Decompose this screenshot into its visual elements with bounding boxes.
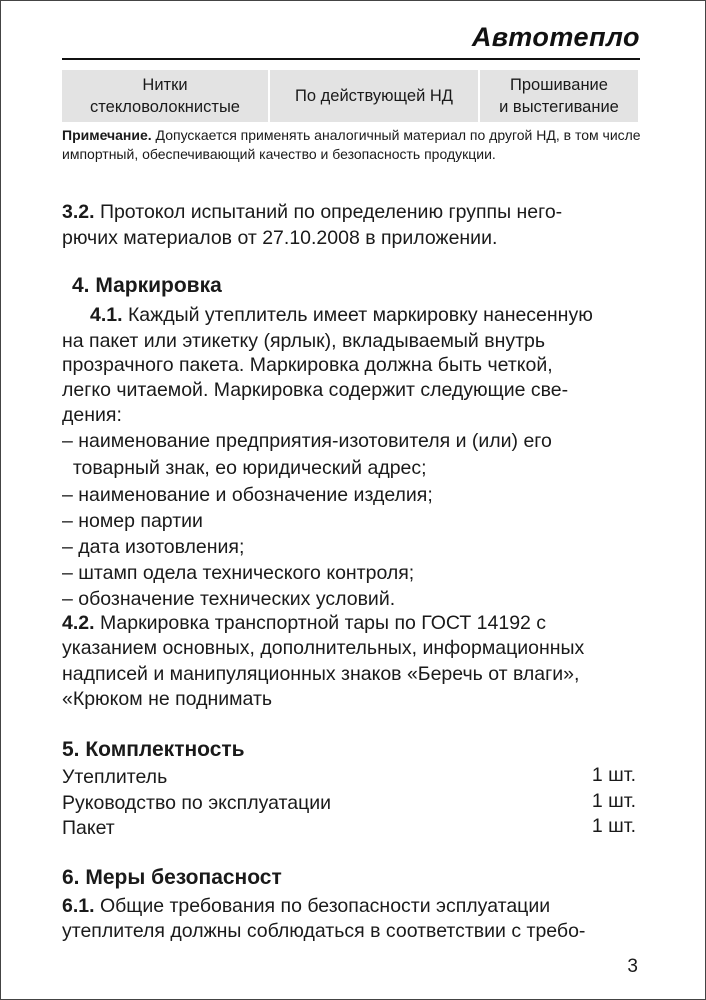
p41-text-1: Каждый утеплитель имеет маркировку нанесенную: [122, 304, 593, 326]
p42-line-3: надписей и манипуляционных знаков «Беречь от влаги»,: [62, 663, 580, 685]
material-name-cell: Нитки стекловолокнистые: [90, 76, 240, 116]
section-5-heading: 5. Комплектность: [62, 738, 245, 761]
list-item-3: – номер партии: [62, 510, 203, 532]
header-rule: [62, 58, 640, 60]
kit-item-qty: 1 шт.: [591, 790, 636, 812]
p41-line-2: на пакет или этикетку (ярлык), вкладываемый внутрь: [62, 330, 546, 352]
p61-line-1: [62, 893, 550, 919]
s32-line-2: рючих материалов от 27.10.2008 в приложении.: [62, 227, 498, 249]
s32-number: 3.2.: [62, 201, 95, 223]
list-item-5: – штамп одела технического контроля;: [62, 562, 415, 584]
list-item-1-line-1: – наименование предприятия-изотовителя и (или) его: [62, 430, 552, 452]
p42-text-1: Маркировка транспортной тары по ГОСТ 14192 с: [94, 612, 547, 634]
kit-item-name: Утеплитель: [62, 766, 168, 788]
section-6-heading: 6. Меры безопасност: [62, 866, 282, 889]
material-use-cell: Прошивание и выстегивание: [478, 70, 638, 122]
list-item-1-line-2: товарный знак, ео юридический адрес;: [62, 457, 427, 479]
p42-line-1: [62, 610, 546, 636]
page-number: 3: [627, 956, 638, 977]
p61-text-1: Общие требования по безопасности эсплуатации: [94, 895, 551, 917]
p42-line-4: «Крюком не поднимать: [62, 688, 273, 710]
p41-line-1: [90, 302, 593, 328]
s32-text-1: Протокол испытаний по определению группы него-: [94, 201, 563, 223]
p41-line-4: легко читаемой. Маркировка содержит следующие све-: [62, 379, 569, 401]
p42-line-2: указанием основных, дополнительных, информационных: [62, 637, 585, 659]
section-4-heading: 4. Маркировка: [72, 274, 222, 297]
p41-number: 4.1.: [90, 304, 123, 326]
list-item-4: – дата изотовления;: [62, 536, 245, 558]
p41-line-5: дения:: [62, 404, 122, 426]
kit-item-qty: 1 шт.: [591, 815, 636, 837]
p42-number: 4.2.: [62, 612, 95, 634]
material-standard-cell: По действующей НД: [268, 70, 478, 122]
kit-item-qty: 1 шт.: [591, 764, 636, 786]
note-text: Допускается применять аналогичный материал по другой НД, в том числе импортный, обеспечивающий качество и безопасность продукции.: [62, 127, 641, 162]
kit-item-name: Руководство по эксплуатации: [62, 792, 332, 814]
s32-line-1: [62, 199, 562, 225]
table-note: [62, 126, 652, 164]
p61-line-2: утеплителя должны соблюдаться в соответствии с требо-: [62, 920, 586, 942]
p41-line-3: прозрачного пакета. Маркировка должна быть четкой,: [62, 354, 553, 376]
brand-title: Автотепло: [471, 22, 640, 52]
list-item-6: – обозначение технических условий.: [62, 588, 396, 610]
note-label: Примечание.: [62, 127, 152, 143]
materials-table-row: [62, 70, 638, 122]
list-item-2: – наименование и обозначение изделия;: [62, 484, 433, 506]
kit-item-name: Пакет: [62, 817, 115, 839]
p61-number: 6.1.: [62, 895, 95, 917]
